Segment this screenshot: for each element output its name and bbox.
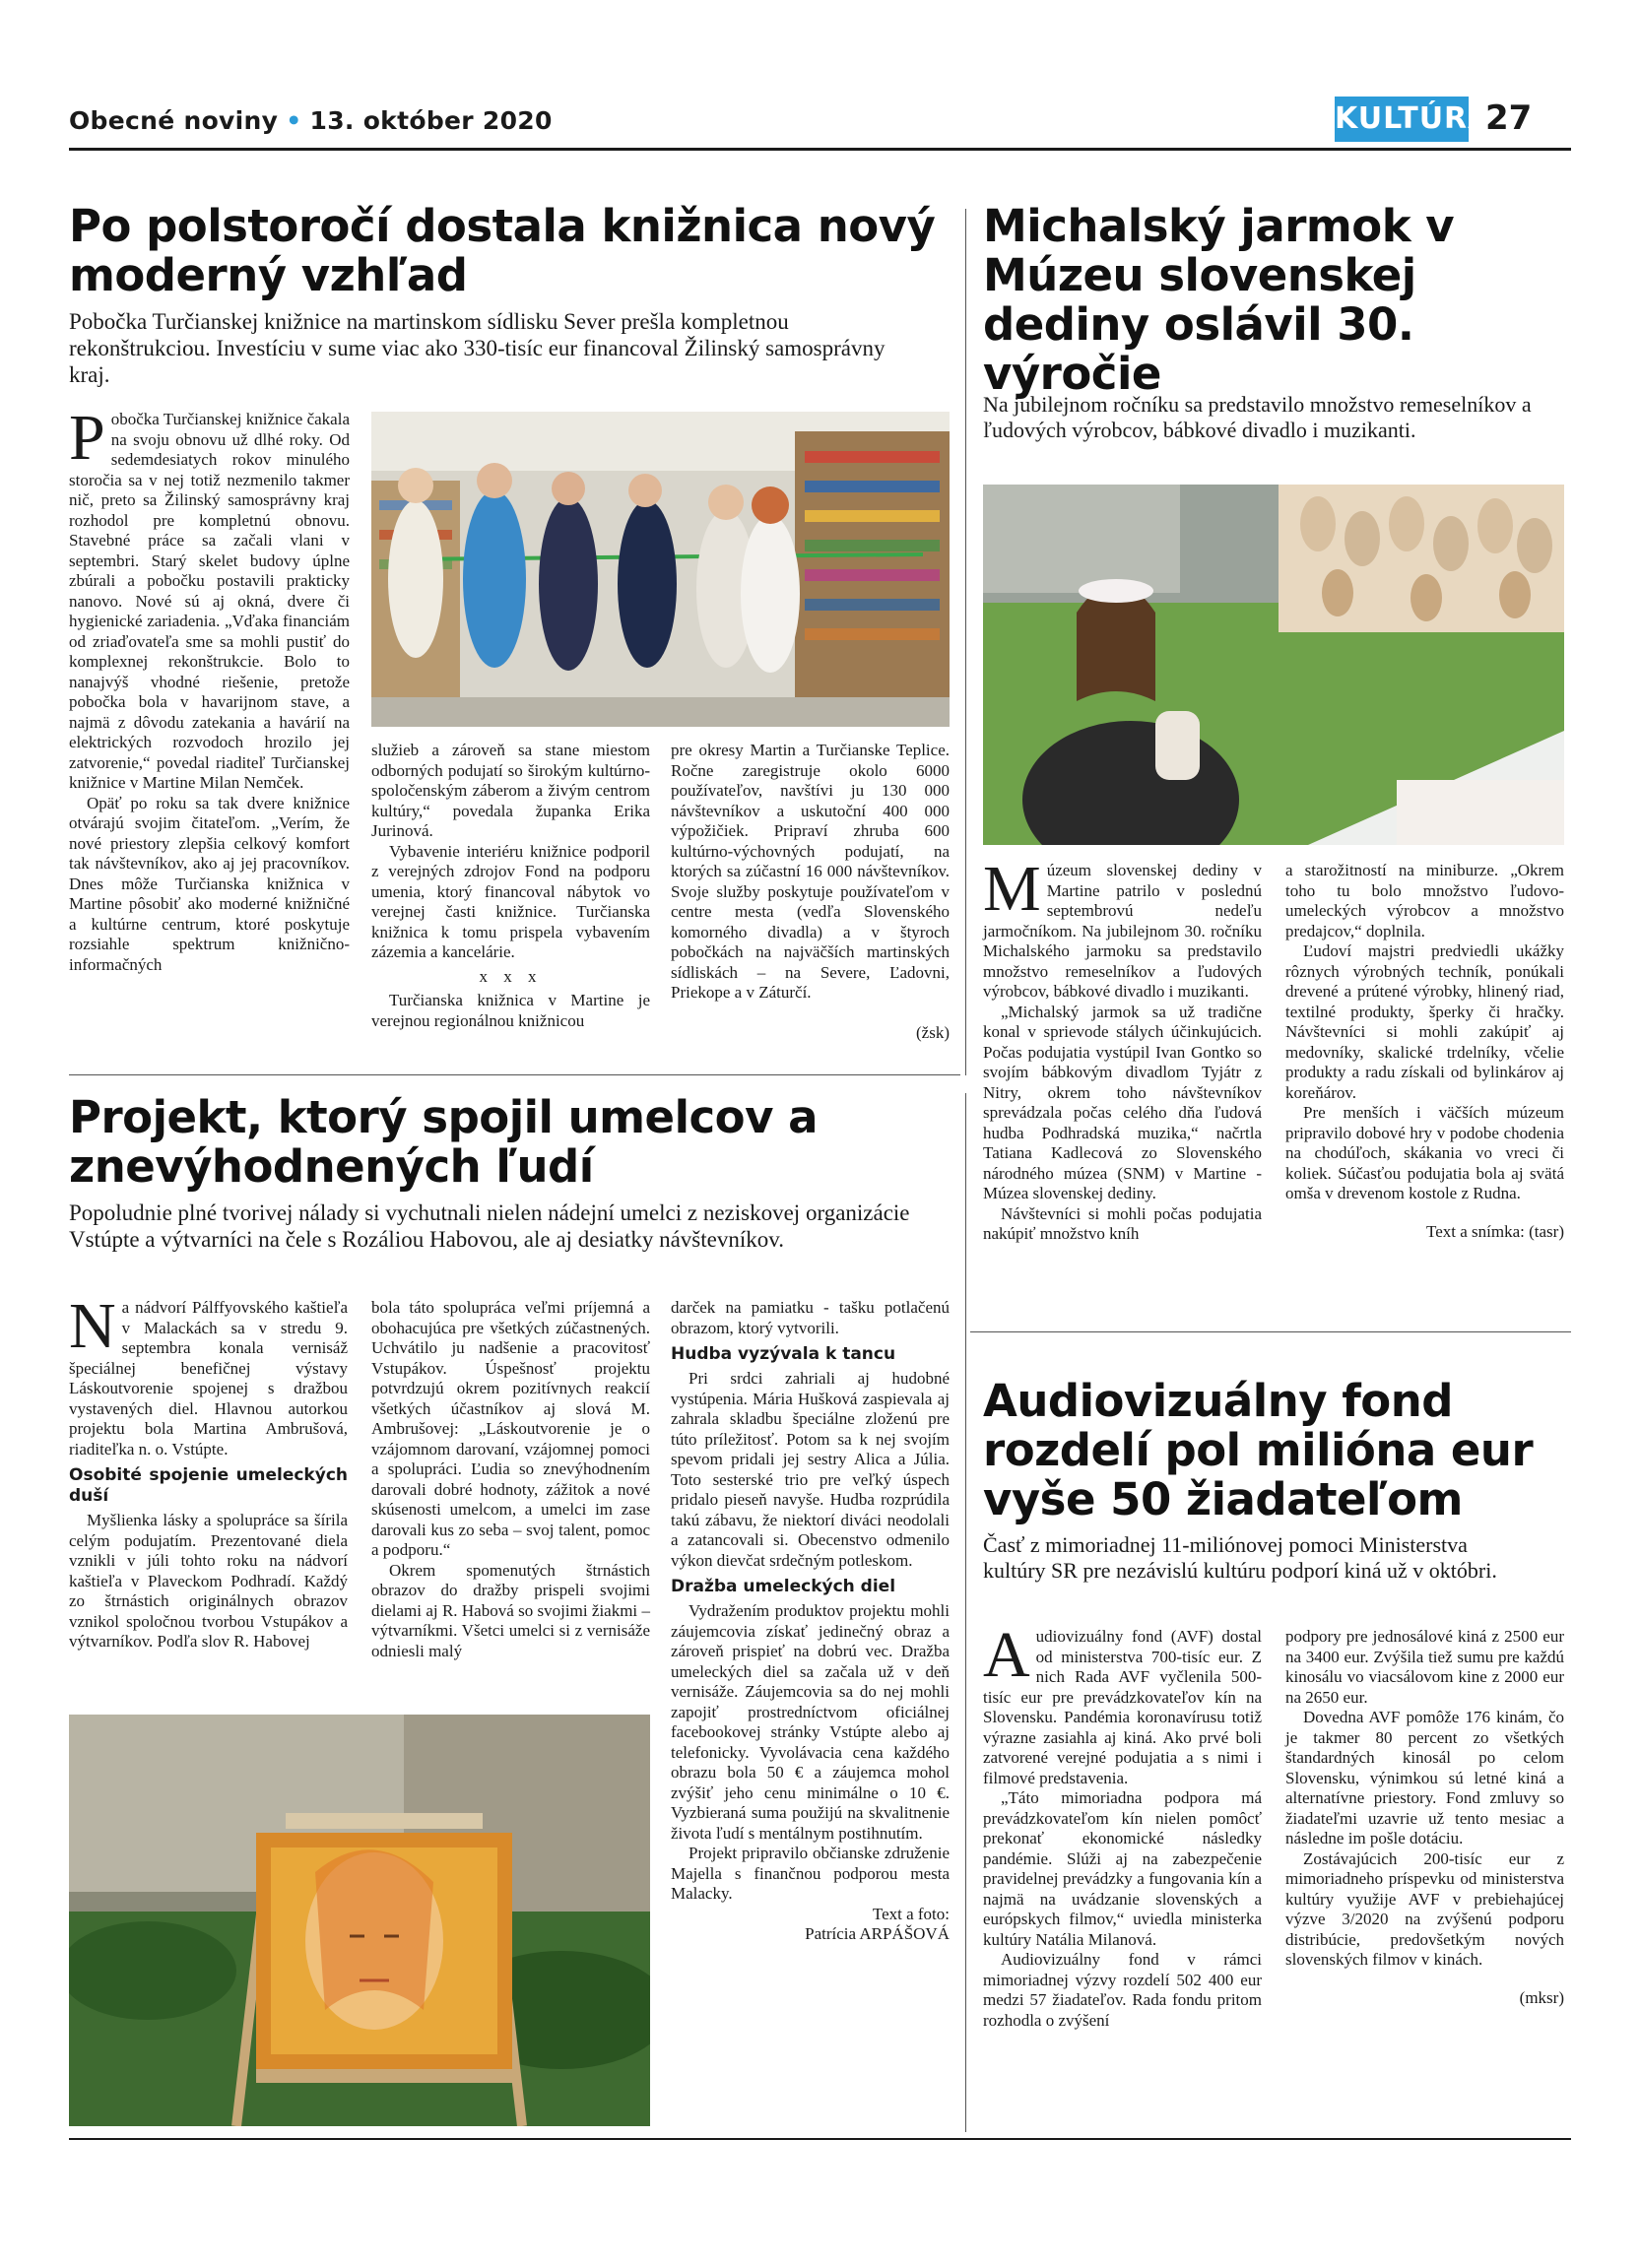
- masthead: [69, 106, 553, 135]
- article1-column-1: [69, 402, 350, 975]
- article1-column-2: [371, 741, 650, 1031]
- subheading: Hudba vyzývala k tancu: [671, 1344, 896, 1364]
- article4-headline: Audiovizuálny fond rozdelí pol milióna eur vyše 50 žiadateľom: [983, 1375, 1534, 1525]
- dropcap: A: [983, 1619, 1030, 1691]
- paragraph: úzeum slovenskej dediny v Martine patrilo v poslednú septembrovú nedeľu jarmočníkom. Na jubilejnom 30. ročníku Michalského jarmoku sa predstavilo množstvo remeselníkov a ľudových výrobcov, bábkové divadlo i muzikanti.: [983, 861, 1262, 1001]
- article3-signature-name: Patrícia ARPÁŠOVÁ: [805, 1924, 950, 1943]
- paragraph: Audiovizuálny fond v rámci mimoriadnej výzvy rozdelí 502 400 eur medzi 57 žiadateľov. Rada fondu pritom rozhodla o zvýšení: [983, 1950, 1262, 2030]
- header-rule: [69, 148, 1571, 151]
- article1-column-3: [671, 741, 950, 1043]
- article2-column-1: [983, 853, 1262, 1245]
- issue-date: 13. október 2020: [309, 106, 553, 135]
- subheading: Osobité spojenie umeleckých duší: [69, 1465, 348, 1506]
- paragraph: udiovizuálny fond (AVF) dostal od ministerstva 700-tisíc eur. Z nich Rada AVF vyčlenila 500-tisíc eur pre prevádzkovateľov kín na Slovensku. Pandémia koronavírusu totiž výrazne zasiahla aj kiná. Ako prvé boli zatvorené verejné podujatia a s nimi i filmové predstavenia.: [983, 1627, 1262, 1787]
- article1-signature: (žsk): [916, 1022, 950, 1042]
- article3-signature-label: Text a foto:: [872, 1904, 950, 1923]
- paragraph: služieb a zároveň sa stane miestom odborných podujatí so širokým kultúrno-spoločenským záberom a živým centrom kultúry,“ povedala županka Erika Jurinová.: [371, 741, 650, 840]
- painting-easel-photo: [69, 1715, 650, 2126]
- article3-column-3: [671, 1298, 950, 1945]
- article3-column-2: [371, 1298, 650, 1661]
- dropcap: N: [69, 1290, 116, 1362]
- article3-headline: Projekt, ktorý spojil umelcov a znevýhodnených ľudí: [69, 1091, 818, 1193]
- column-rule-bottom: [965, 1093, 966, 2132]
- article-divider-right: [970, 1331, 1571, 1332]
- paragraph: Dovedna AVF pomôže 176 kinám, čo je takmer 80 percent zo všetkých štandardných kinosál po celom Slovensku, výnimkou sú letné kiná a alternatívne priestory. Fond zmluvy so žiadateľmi uzavrie už tento mesiac a následne im pošle dotáciu.: [1285, 1708, 1564, 1847]
- dropcap: M: [983, 853, 1041, 925]
- paragraph: obočka Turčianskej knižnice čakala na svoju obnovu už dlhé roky. Od sedemdesiatych rokov minulého storočia sa v nej totiž nezmenilo takmer nič, preto sa Žilinský samosprávny kraj rozhodol pre kompletnú obnovu. Stavebné práce sa začali vlani v septembri. Starý skelet budovy úplne zbúrali a pobočku postavili prakticky nanovo. Nové sú aj okná, dvere či hygienické zariadenia. „Vďaka financiám od zriaďovateľa sme sa mohli pustiť do komplexnej rekonštrukcie. Bolo to nanajvýš vhodné riešenie, pretože pobočka bola v havarijnom stave, a najmä z dôvodu zatekania a havárií na elektrických rozvodoch hrozilo jej zatvorenie,“ povedal riaditeľ Turčianskej knižnice v Martine Milan Nemček.: [69, 410, 350, 792]
- paragraph: a starožitností na miniburze. „Okrem toho tu bolo množstvo ľudovo-umeleckých výrobcov a množstvo predajcov,“ doplnila.: [1285, 861, 1564, 940]
- article-divider-left: [69, 1074, 960, 1075]
- paragraph: podpory pre jednosálové kiná z 2500 eur na 3400 eur. Zvýšila tiež sumu pre každú kinosálu vo viacsálovom kine z 2000 eur na 2650 eur.: [1285, 1627, 1564, 1707]
- fair-girl-stall-photo: [983, 485, 1564, 845]
- paragraph: Ľudoví majstri predviedli ukážky rôznych výrobných techník, ponúkali drevené a prútené výrobky, hlinený riad, textilné produkty, šperky či hračky. Návštevníci si mohli zakúpiť aj medovníky, skalické trdelníky, včelie produkty a radu získali od bylinkárov aj koreňárov.: [1285, 941, 1564, 1102]
- article4-column-2: [1285, 1627, 1564, 2008]
- paragraph: Pre menších i väčších múzeum pripravilo dobové hry v podobe chodenia na chodúľoch, skákania vo vreci či koliek. Súčasťou podujatia bola aj svätá omša v drevenom kostole z Rudna.: [1285, 1103, 1564, 1202]
- column-rule-top: [965, 209, 966, 1075]
- paragraph: „Michalský jarmok sa už tradične konal v sprievode stálych účinkujúcich. Počas podujatia vystúpil Ivan Gontko so svojím bábkovým divadlom Tyjátr z Nitry, okrem toho návštevníkov sprevádzala počas celého dňa ľudová hudba Podhradská muzika,“ načrtla Tatiana Kadlecová zo Slovenského národného múzea (SNM) v Martine - Múzea slovenskej dediny.: [983, 1002, 1262, 1202]
- separator-dot: •: [286, 106, 302, 135]
- paragraph: Zostávajúcich 200-tisíc eur z mimoriadneho príspevku od ministerstva kultúry využije AVF v prebiehajúcej výzve 3/2020 na zvýšenú podporu distribúcie, predovšetkým nových slovenských filmov v kinách.: [1285, 1848, 1564, 1969]
- dropcap: P: [69, 402, 105, 474]
- footer-rule: [69, 2138, 1571, 2140]
- article4-signature: (mksr): [1519, 1987, 1564, 2007]
- article3-lead: Popoludnie plné tvorivej nálady si vychutnali nielen nádejní umelci z neziskovej organizácie Vstúpte a výtvarníci na čele s Rozáliou Habovou, ale aj desiatky návštevníkov.: [69, 1200, 910, 1252]
- article2-lead: Na jubilejnom ročníku sa predstavilo množstvo remeselníkov a ľudových výrobcov, bábkové divadlo i muzikanti.: [983, 392, 1532, 442]
- article4-lead: Časť z mimoriadnej 11-miliónovej pomoci Ministerstva kultúry SR pre nezávislú kultúru podporí kiná už v októbri.: [983, 1532, 1497, 1583]
- library-ribbon-cutting-photo: [371, 412, 950, 727]
- paragraph: Opäť po roku sa tak dvere knižnice otvárajú svojim čitateľom. „Verím, že nové priestory zlepšia celkový komfort tak návštevníkov, ako aj jej pracovníkov. Dnes môže Turčianska knižnica v Martine pôsobiť ako moderné knižničné a kultúrne centrum, ktoré poskytuje rozsiahle spektrum knižnično-informačných: [69, 793, 350, 974]
- article3-column-1: [69, 1290, 348, 1652]
- paragraph: Pri srdci zahriali aj hudobné vystúpenia. Mária Hušková zaspievala aj zahrala skladbu špeciálne zloženú pre túto príležitosť. Potom sa k nej svojím spevom pridali jej sestry Alica a Júlia. Toto sesterské trio pre veľký úspech pridalo pieseň navyše. Hudba rozprúdila takú zábavu, že niektorí diváci neodolali a zatancovali si. Obecenstvo odmenilo výkon dievčat srdečným potleskom.: [671, 1369, 950, 1570]
- article2-column-2: [1285, 861, 1564, 1242]
- article4-column-1: [983, 1619, 1262, 2031]
- paragraph: darček na pamiatku - tašku potlačenú obrazom, ktorý vytvorili.: [671, 1298, 950, 1337]
- page-number: 27: [1485, 98, 1533, 138]
- paragraph: pre okresy Martin a Turčianske Teplice. Ročne zaregistruje okolo 6000 používateľov, navštívi ju 130 000 návštevníkov a uskutoční 400 000 výpožičiek. Pripraví zhruba 600 kultúrno-výchovných podujatí, na ktorých sa zúčastní 16 000 návštevníkov. Svoje služby poskytuje používateľom v centre mesta (vedľa Slovenského komorného divadla) a v štyroch pobočkách na najväčších martinských sídliskách – na Severe, Ľadovni, Priekope a v Záturčí.: [671, 741, 950, 1002]
- separator-marks: x x x: [479, 966, 543, 986]
- paragraph: Vybavenie interiéru knižnice podporil z verejných zdrojov Fond na podporu umenia, ktorý financoval nábytok vo verejnej časti knižnice. Turčianska knižnica k tomu prispela vybavením zázemia a kancelárie.: [371, 841, 650, 961]
- section-badge: KULTÚRA: [1335, 97, 1469, 142]
- paragraph: bola táto spolupráca veľmi príjemná a obohacujúca pre všetkých zúčastnených. Uchvátilo ju nadšenie a pracovitosť Vstupákov. Úspešnosť projektu potvrdzujú okrem pozitívnych reakcií všetkých účastníkov aj slová M. Ambrušovej: „Láskoutvorenie je o vzájomnom darovaní, vzájomnej pomoci a spolupráci. Ľudia so znevýhodnením darovali dobré hodnoty, zážitok a nové skúsenosti umelcom, a umelci im zase darovali kus zo seba – svoj talent, pomoc a podporu.“: [371, 1298, 650, 1559]
- article2-headline: Michalský jarmok v Múzeu slovenskej dediny oslávil 30. výročie: [983, 200, 1455, 400]
- paragraph: Turčianska knižnica v Martine je verejnou regionálnou knižnicou: [371, 991, 650, 1030]
- paragraph: Projekt pripravilo občianske združenie Majella s finančnou podporou mesta Malacky.: [671, 1844, 950, 1903]
- paragraph: Návštevníci si mohli počas podujatia nakúpiť množstvo kníh: [983, 1203, 1262, 1243]
- subheading: Dražba umeleckých diel: [671, 1577, 896, 1596]
- article1-headline: Po polstoročí dostala knižnica nový moderný vzhľad: [69, 200, 936, 301]
- article2-signature: Text a snímka: (tasr): [1426, 1221, 1564, 1241]
- paragraph: Okrem spomenutých štrnástich obrazov do dražby prispeli svojimi dielami aj R. Habová so svojimi žiakmi – výtvarníkmi. Všetci umelci si z vernisáže odniesli malý: [371, 1560, 650, 1660]
- paragraph: Vydražením produktov projektu mohli záujemcovia získať jedinečný obraz a zároveň prispieť na dobrú vec. Dražba umeleckých diel sa začala už v deň vernisáže. Záujemcovia sa do nej mohli zapojiť prostredníctvom oficiálnej facebookovej stránky Vstúpte alebo aj telefonicky. Vyvolávacia cena každého obrazu bola 50 € a záujemca mohol zvýšiť jeho cenu minimálne o 10 €. Vyzbieraná suma použijú na skvalitnenie života ľudí s mentálnym postihnutím.: [671, 1601, 950, 1843]
- paragraph: Myšlienka lásky a spolupráce sa šírila celým podujatím. Prezentované diela vznikli v júli tohto roku na nádvorí kaštieľa v Plaveckom Podhradí. Každý zo štrnástich originálnych obrazov vznikol spoločnou tvorbou Vstupákov a výtvarníkov. Podľa slov R. Habovej: [69, 1511, 348, 1651]
- paragraph: „Táto mimoriadna podpora má prevádzkovateľom kín nielen pomôcť prekonať ekonomické následky pandémie. Slúži aj na zabezpečenie pravidelnej prevádzky a fungovania kín a najmä na uvádzanie slovenských a európskych filmov,“ uviedla ministerka kultúry Natália Milanová.: [983, 1788, 1262, 1949]
- paragraph: a nádvorí Pálffyovského kaštieľa v Malackách sa v stredu 9. septembra konala vernisáž špeciálnej benefičnej výstavy Láskoutvorenie spojenej s dražbou vystavených diel. Hlavnou autorkou projektu bola Martina Ambrušová, riaditeľka n. o. Vstúpte.: [69, 1298, 348, 1458]
- article1-lead: Pobočka Turčianskej knižnice na martinskom sídlisku Sever prešla kompletnou rekonštrukciou. Investíciu v sume viac ako 330-tisíc eur financoval Žilinský samosprávny kraj.: [69, 309, 886, 387]
- newspaper-name: Obecné noviny: [69, 106, 279, 135]
